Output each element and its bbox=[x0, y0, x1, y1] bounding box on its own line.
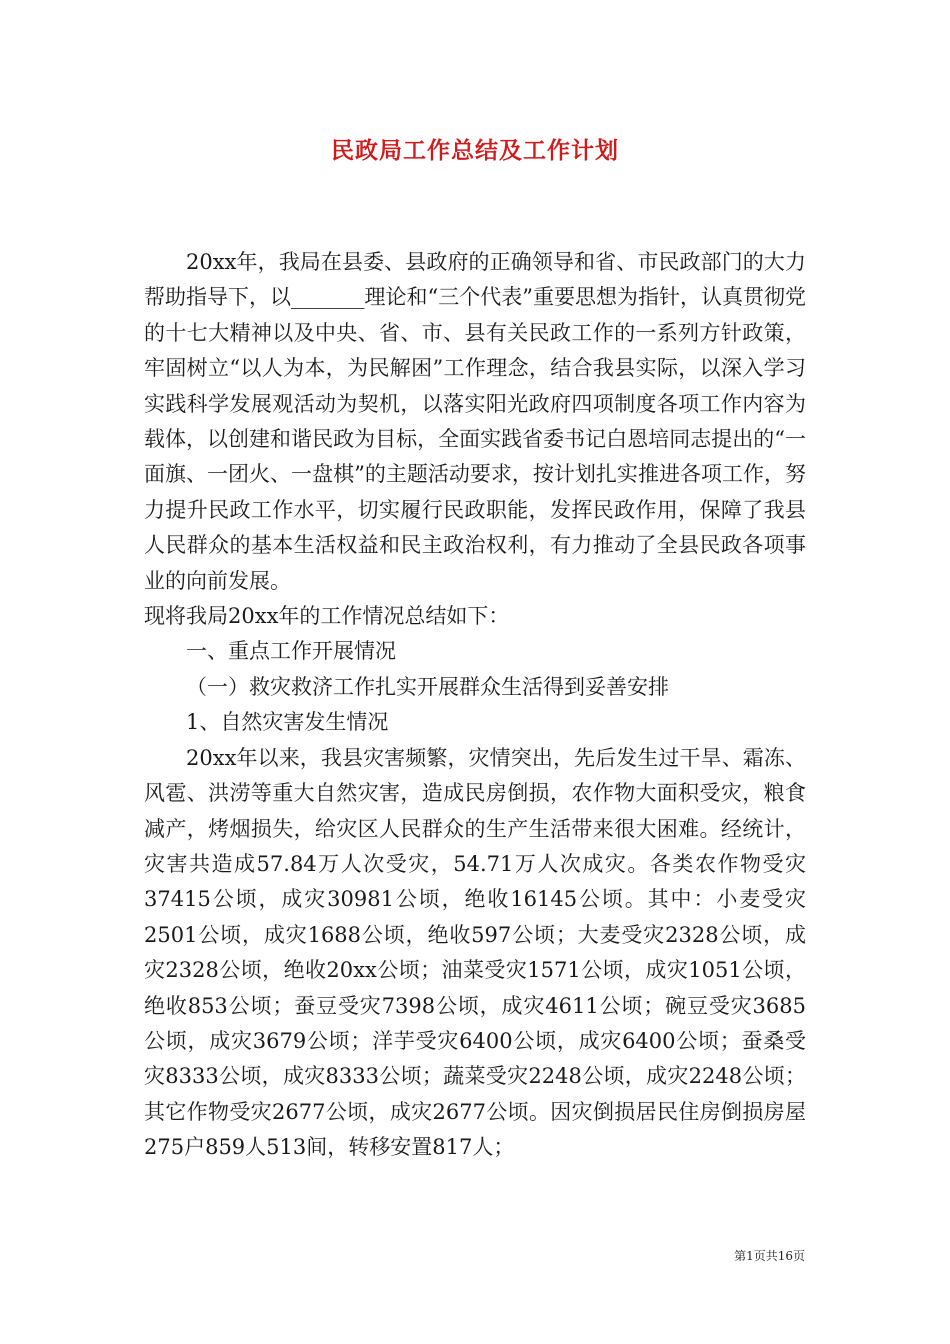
paragraph-disaster-details: 20xx年以来，我县灾害频繁，灾情突出，先后发生过干旱、霜冻、风雹、洪涝等重大自然灾害，造成民房倒损，农作物大面积受灾，粮食减产，烤烟损失，给灾区人民群众的生产生活带来很大困难。经统计，灾害共造成57.84万人次受灾，54.71万人次成灾。各类农作物受灾37415公顷，成灾30981公顷，绝收16145公顷。其中：小麦受灾2501公顷，成灾1688公顷，绝收597公顷；大麦受灾2328公顷，成灾2328公顷，绝收20xx公顷；油菜受灾1571公顷，成灾1051公顷，绝收853公顷；蚕豆受灾7398公顷，成灾4611公顷；碗豆受灾3685公顷，成灾3679公顷；洋芋受灾6400公顷，成灾6400公顷；蚕桑受灾8333公顷，成灾8333公顷；蔬菜受灾2248公顷，成灾2248公顷；其它作物受灾2677公顷，成灾2677公顷。因灾倒损居民住房倒损房屋275户859人513间，转移安置817人； bbox=[144, 745, 806, 1160]
item-heading-1: 1、自然灾害发生情况 bbox=[186, 710, 389, 735]
subsection-heading-1: （一）救灾救济工作扎实开展群众生活得到妥善安排 bbox=[186, 674, 669, 699]
document-body bbox=[144, 245, 806, 1166]
document-title: 民政局工作总结及工作计划 bbox=[331, 137, 619, 164]
paragraph-summary-lead: 现将我局20xx年的工作情况总结如下： bbox=[144, 604, 510, 629]
page-number: 第1页共16页 bbox=[734, 1249, 805, 1263]
paragraph-intro: 20xx年，我局在县委、县政府的正确领导和省、市民政部门的大力帮助指导下，以_______理论和“三个代表”重要思想为指针，认真贯彻党的十七大精神以及中央、省、市、县有关民政工作的一系列方针政策，牢固树立“以人为本，为民解困”工作理念，结合我县实际，以深入学习实践科学发展观活动为契机，以落实阳光政府四项制度各项工作内容为载体，以创建和谐民政为目标，全面实践省委书记白恩培同志提出的“一面旗、一团火、一盘棋”的主题活动要求，按计划扎实推进各项工作，努力提升民政工作水平，切实履行民政职能，发挥民政作用，保障了我县人民群众的基本生活权益和民主政治权利，有力推动了全县民政各项事业的向前发展。 bbox=[144, 250, 806, 593]
section-heading-1: 一、重点工作开展情况 bbox=[186, 639, 396, 664]
